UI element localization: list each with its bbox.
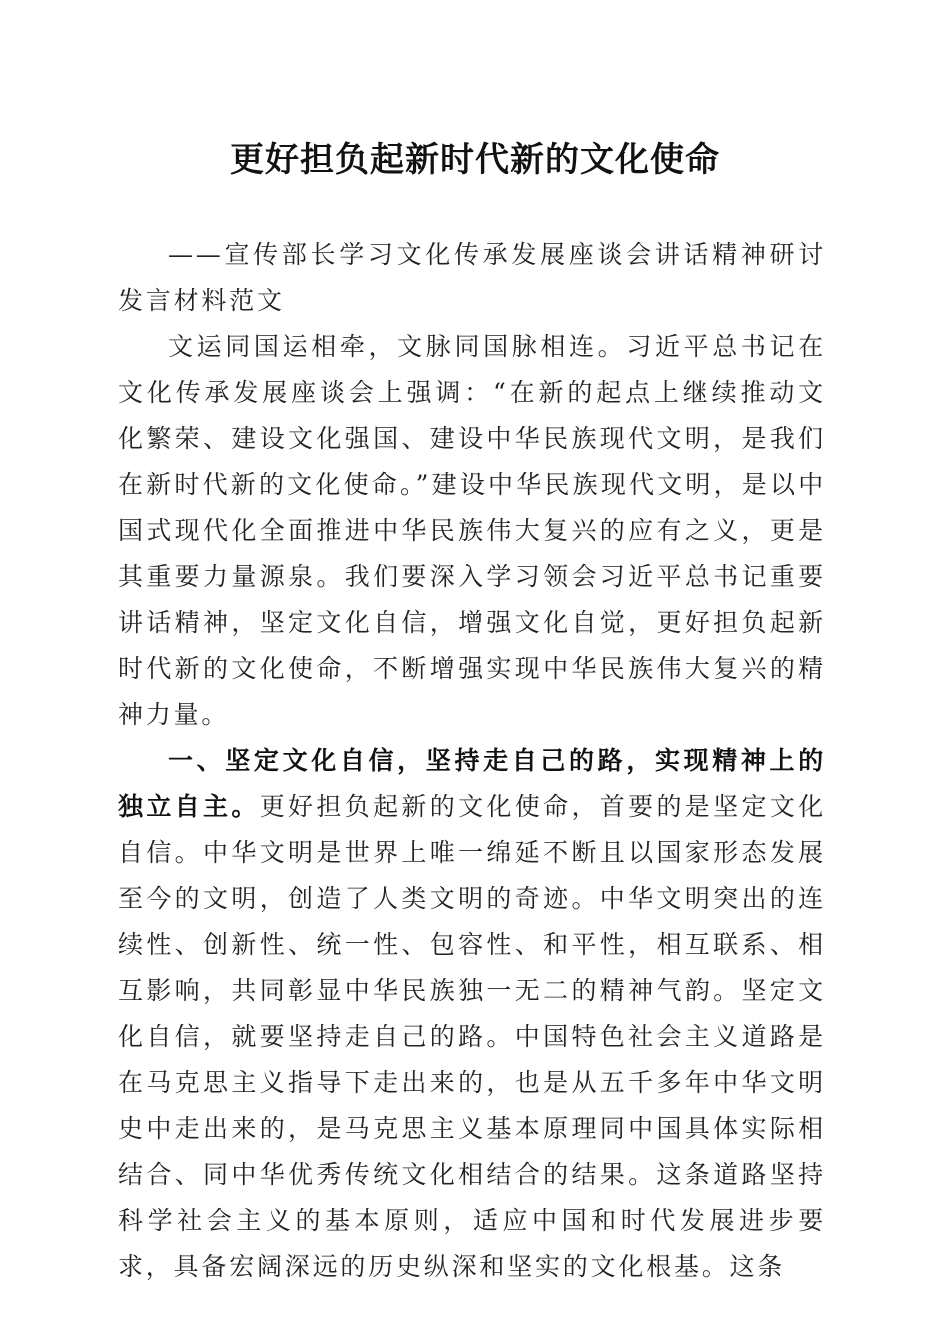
intro-paragraph: 文运同国运相牵，文脉同国脉相连。习近平总书记在文化传承发展座谈会上强调：“在新的起点上继续推动文化繁荣、建设文化强国、建设中华民族现代文明，是我们在新时代新的文化使命。”建设中华民族现代文明，是以中国式现代化全面推进中华民族伟大复兴的应有之义，更是其重要力量源泉。我们要深入学习领会习近平总书记重要讲话精神，坚定文化自信，增强文化自觉，更好担负起新时代新的文化使命，不断增强实现中华民族伟大复兴的精神力量。 (118, 332, 826, 729)
section-1-paragraph (118, 738, 826, 1290)
document-body (118, 232, 826, 1290)
section-1-heading: 一、坚定文化自信，坚持走自己的路，实现精神上的独立自主。 (118, 746, 826, 821)
subtitle: ——宣传部长学习文化传承发展座谈会讲话精神研讨发言材料范文 (118, 240, 826, 315)
section-1-body: 更好担负起新的文化使命，首要的是坚定文化自信。中华文明是世界上唯一绵延不断且以国家形态发展至今的文明，创造了人类文明的奇迹。中华文明突出的连续性、创新性、统一性、包容性、和平性，相互联系、相互影响，共同彰显中华民族独一无二的精神气韵。坚定文化自信，就要坚持走自己的路。中国特色社会主义道路是在马克思主义指导下走出来的，也是从五千多年中华文明史中走出来的，是马克思主义基本原理同中国具体实际相结合、同中华优秀传统文化相结合的结果。这条道路坚持科学社会主义的基本原则，适应中国和时代发展进步要求，具备宏阔深远的历史纵深和坚实的文化根基。这条 (118, 792, 826, 1281)
document-title: 更好担负起新时代新的文化使命 (230, 140, 720, 180)
